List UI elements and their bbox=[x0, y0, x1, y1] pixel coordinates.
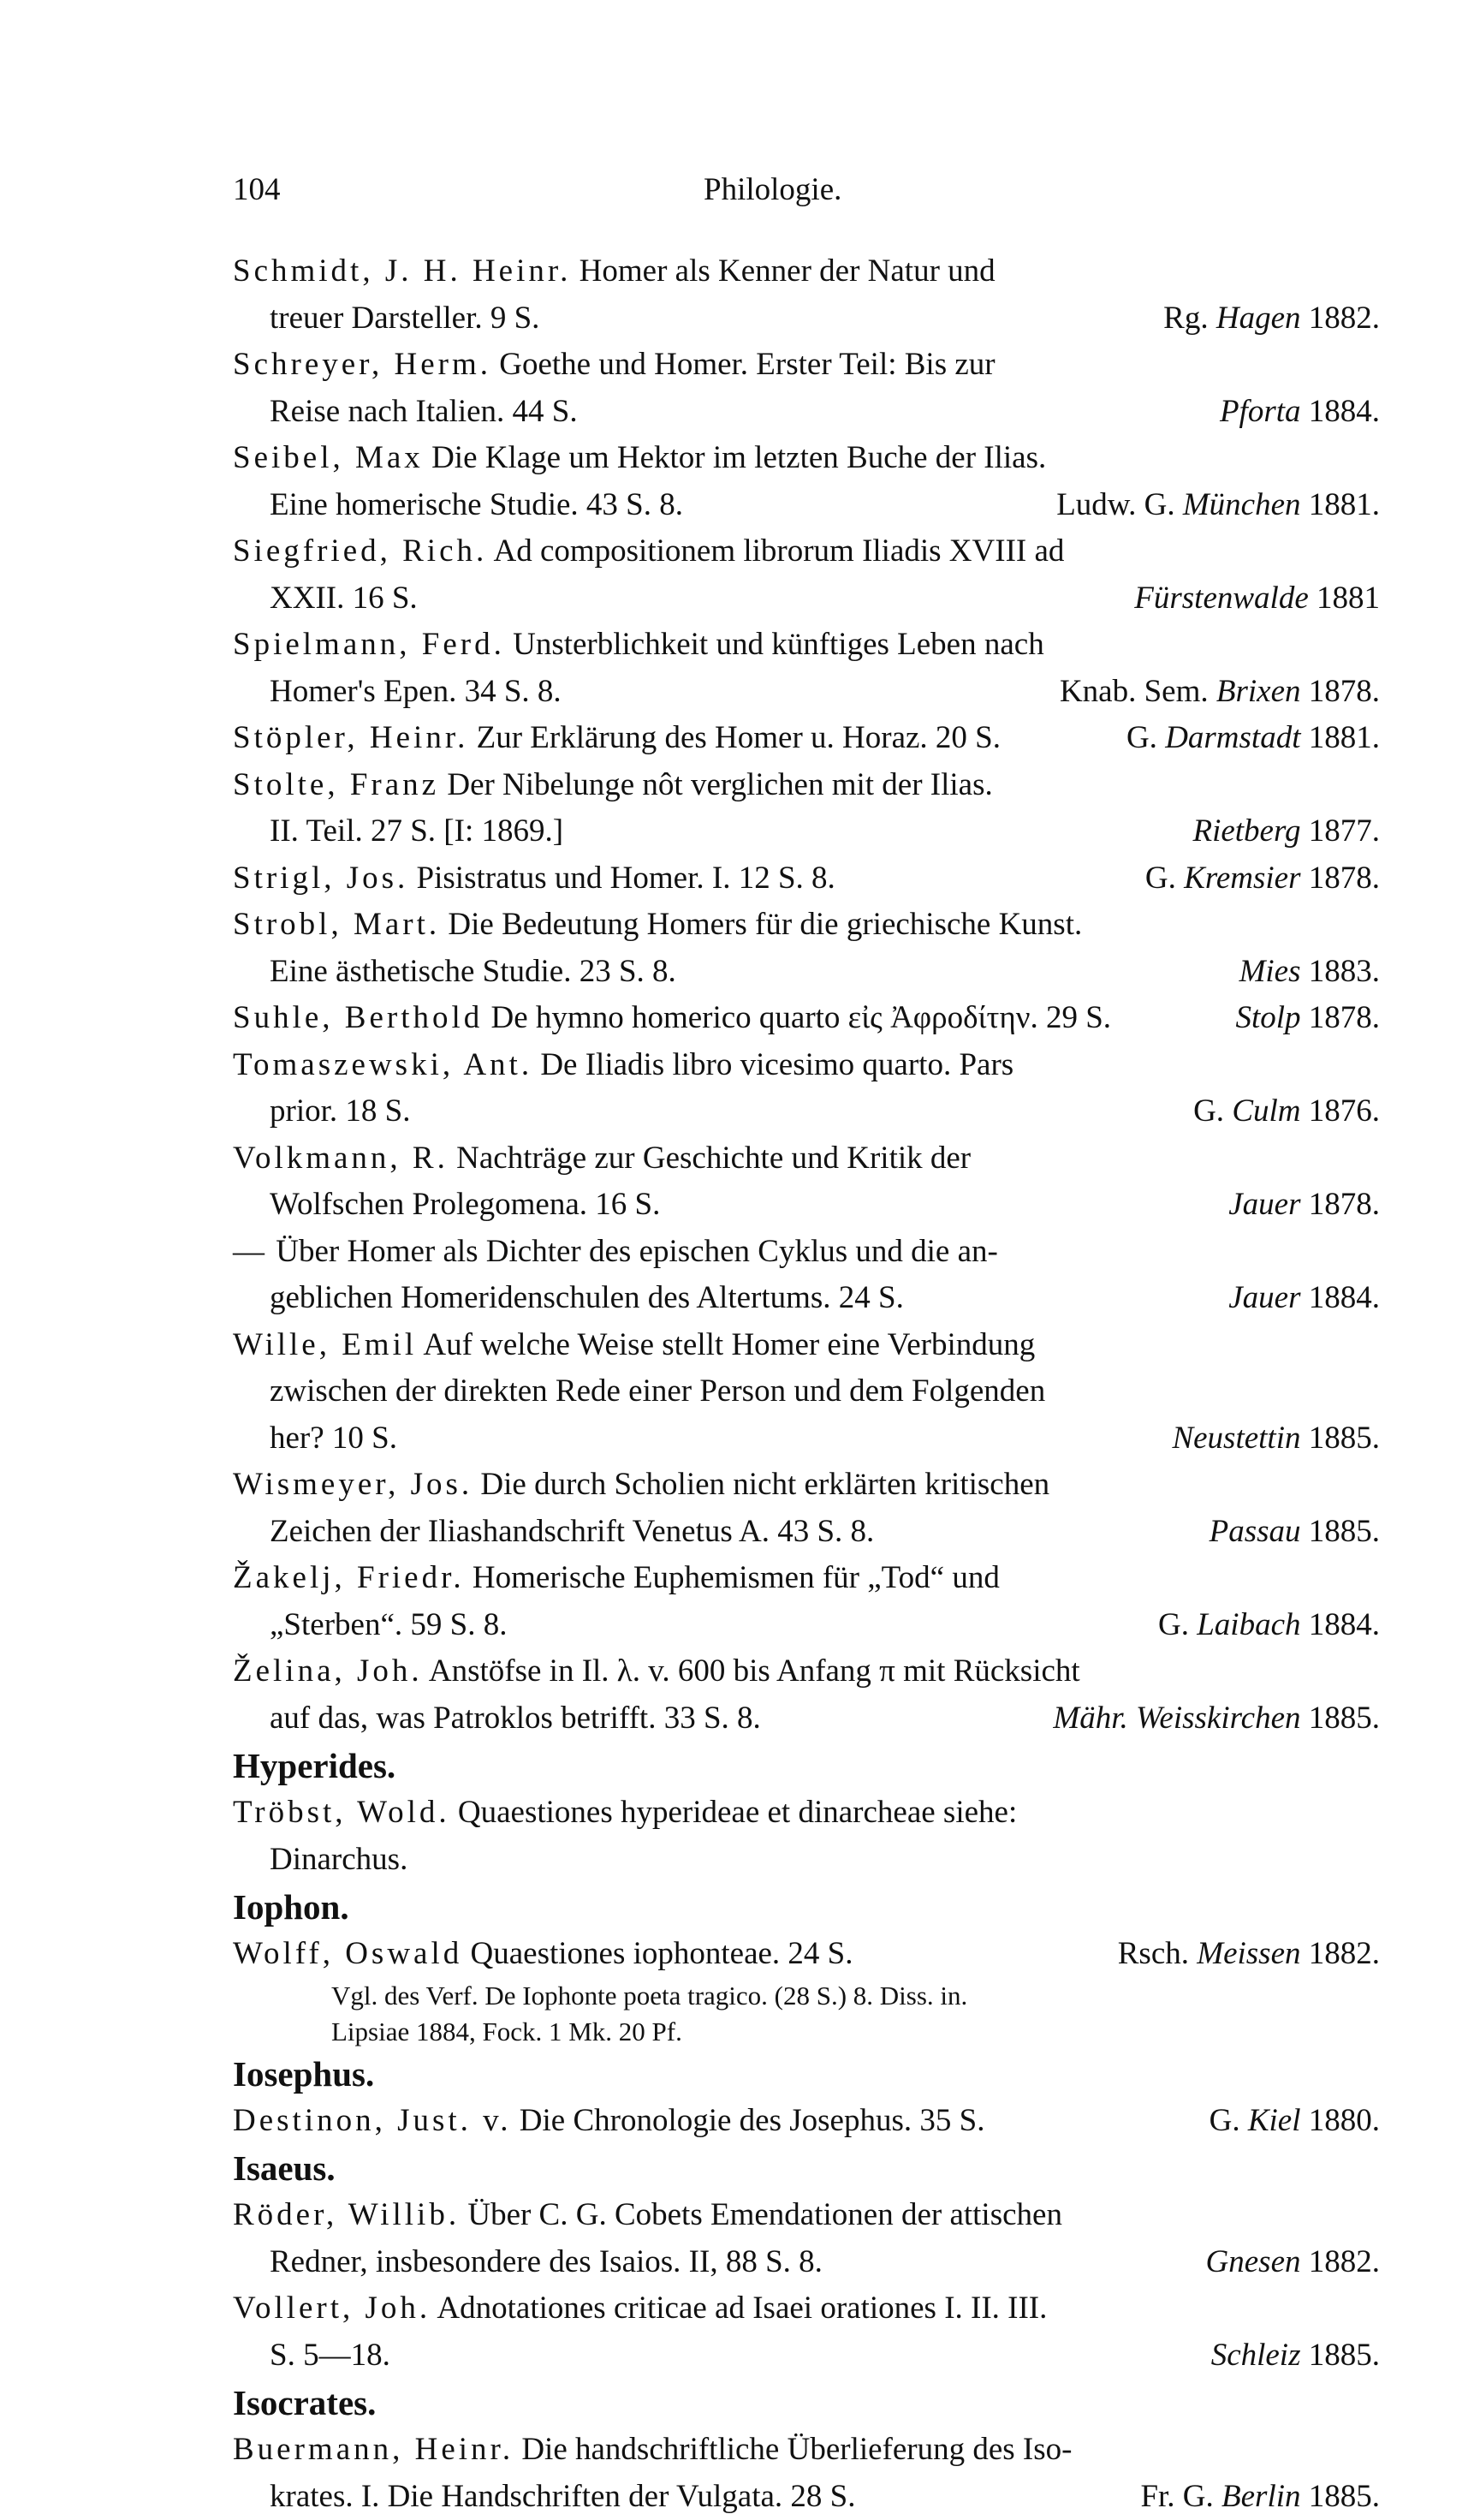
entry-author: Strobl, Mart. bbox=[233, 907, 440, 942]
bib-entry bbox=[233, 528, 1380, 622]
entry-author: Wille, Emil bbox=[233, 1327, 417, 1362]
entry-text: Die durch Scholien nicht erklärten kritischen bbox=[480, 1467, 1049, 1502]
bib-entry bbox=[233, 855, 1380, 903]
entry-place: Mies bbox=[1239, 954, 1301, 989]
entry-text: De Iliadis libro vicesimo quarto. Pars bbox=[540, 1047, 1013, 1082]
entry-text: auf das, was Patroklos betrifft. 33 S. 8. bbox=[270, 1701, 761, 1736]
entry-publication bbox=[1158, 1602, 1380, 1649]
entry-publication bbox=[1140, 2474, 1380, 2520]
entry-publication bbox=[1126, 715, 1380, 762]
entry-place: Neustettin bbox=[1172, 1421, 1300, 1456]
bib-entry bbox=[233, 1229, 1380, 1322]
entry-text: Über C. G. Cobets Emendationen der attischen bbox=[467, 2197, 1062, 2232]
entry-text: Homerische Euphemismen für „Tod“ und bbox=[473, 1560, 1000, 1595]
entry-line bbox=[233, 1602, 1380, 1649]
entry-year: 1885. bbox=[1309, 1514, 1380, 1549]
entry-place: Kiel bbox=[1248, 2103, 1301, 2138]
bib-entry bbox=[233, 342, 1380, 435]
entry-year: 1881. bbox=[1309, 720, 1380, 755]
bib-entry bbox=[233, 715, 1380, 762]
bib-entry bbox=[233, 1135, 1380, 1229]
entry-line bbox=[233, 902, 1380, 949]
section-heading: Iosephus. bbox=[233, 2050, 1380, 2098]
entry-place: Culm bbox=[1232, 1093, 1300, 1129]
entry-year: 1878. bbox=[1309, 861, 1380, 896]
section-heading: Isocrates. bbox=[233, 2379, 1380, 2427]
entry-place: Fürstenwalde bbox=[1134, 581, 1308, 616]
entry-author: Schreyer, Herm. bbox=[233, 347, 491, 382]
entry-line bbox=[233, 1135, 1380, 1183]
entry-place: Meissen bbox=[1197, 1936, 1300, 1971]
entry-text: Quaestiones iophonteae. 24 S. bbox=[471, 1936, 853, 1971]
entry-publication bbox=[1145, 855, 1380, 903]
entry-year: 1885. bbox=[1309, 1701, 1380, 1736]
entry-text: Homer's Epen. 34 S. 8. bbox=[270, 674, 562, 709]
entry-author: Spielmann, Ferd. bbox=[233, 627, 505, 662]
entry-line bbox=[233, 2427, 1380, 2474]
entry-publication bbox=[1192, 808, 1380, 855]
entry-text: Eine ästhetische Studie. 23 S. 8. bbox=[270, 954, 676, 989]
entry-publication bbox=[1235, 995, 1380, 1042]
entry-text: Nachträge zur Geschichte und Kritik der bbox=[456, 1141, 971, 1176]
page-title: Philologie. bbox=[704, 171, 841, 208]
entry-year: 1881 bbox=[1317, 581, 1380, 616]
bib-entry bbox=[233, 1931, 1380, 1978]
entry-year: 1882. bbox=[1309, 301, 1380, 336]
entry-year: 1882. bbox=[1309, 2244, 1380, 2279]
entry-author: Röder, Willib. bbox=[233, 2197, 460, 2232]
page-number: 104 bbox=[233, 171, 281, 208]
entry-text: Reise nach Italien. 44 S. bbox=[270, 394, 578, 429]
bib-entry bbox=[233, 622, 1380, 715]
entry-text: Eine homerische Studie. 43 S. 8. bbox=[270, 487, 683, 522]
entry-text: Zur Erklärung des Homer u. Horaz. 20 S. bbox=[477, 720, 1001, 755]
entry-text: „Sterben“. 59 S. 8. bbox=[270, 1607, 507, 1642]
entry-text: Die Chronologie des Josephus. 35 S. bbox=[520, 2103, 985, 2138]
bib-entry bbox=[233, 1790, 1380, 1883]
entry-text: Ad compositionem librorum Iliadis XVIII ad bbox=[493, 533, 1064, 569]
entry-publication bbox=[1211, 2332, 1380, 2380]
entry-school: G. bbox=[1158, 1607, 1189, 1642]
entry-text: Die Klage um Hektor im letzten Buche der Ilias. bbox=[431, 440, 1046, 475]
entry-line bbox=[233, 622, 1380, 669]
entry-text: Pisistratus und Homer. I. 12 S. 8. bbox=[417, 861, 835, 896]
entry-line bbox=[233, 762, 1380, 809]
entry-line bbox=[233, 2332, 1380, 2380]
entry-year: 1880. bbox=[1309, 2103, 1380, 2138]
entry-text: Zeichen der Iliashandschrift Venetus A. 43 S. 8. bbox=[270, 1514, 874, 1549]
entry-line bbox=[233, 1415, 1380, 1463]
entry-line bbox=[233, 575, 1380, 623]
entry-text: Auf welche Weise stellt Homer eine Verbindung bbox=[423, 1327, 1035, 1362]
entry-year: 1882. bbox=[1309, 1936, 1380, 1971]
bib-entry bbox=[233, 248, 1380, 342]
entry-year: 1877. bbox=[1309, 813, 1380, 849]
entry-line bbox=[233, 2474, 1380, 2520]
entry-publication bbox=[1228, 1275, 1380, 1322]
entry-line bbox=[233, 2239, 1380, 2286]
bib-entry bbox=[233, 2098, 1380, 2145]
bib-entry bbox=[233, 2427, 1380, 2520]
entry-author: Stöpler, Heinr. bbox=[233, 720, 468, 755]
entry-publication bbox=[1163, 295, 1380, 343]
entry-text: her? 10 S. bbox=[270, 1421, 397, 1456]
entry-author: Wismeyer, Jos. bbox=[233, 1467, 473, 1502]
entry-place: Gnesen bbox=[1206, 2244, 1301, 2279]
entry-place: Schleiz bbox=[1211, 2338, 1301, 2373]
entry-place: Hagen bbox=[1216, 301, 1301, 336]
entry-school: G. bbox=[1126, 720, 1157, 755]
entry-place: Pforta bbox=[1220, 394, 1301, 429]
entry-text: Quaestiones hyperideae et dinarcheae siehe: bbox=[458, 1795, 1017, 1830]
entry-school: G. bbox=[1145, 861, 1176, 896]
entry-author: Siegfried, Rich. bbox=[233, 533, 487, 569]
entry-line bbox=[233, 1931, 1380, 1978]
entry-place: Darmstadt bbox=[1165, 720, 1300, 755]
entry-author: — bbox=[233, 1234, 268, 1269]
entry-school: Fr. G. bbox=[1140, 2479, 1213, 2514]
entry-text: treuer Darsteller. 9 S. bbox=[270, 301, 539, 336]
entry-text: Adnotationes criticae ad Isaei orationes I. II. III. bbox=[437, 2291, 1047, 2326]
entry-author: Strigl, Jos. bbox=[233, 861, 408, 896]
entry-line bbox=[233, 2098, 1380, 2145]
entry-line bbox=[233, 808, 1380, 855]
entry-line bbox=[233, 1837, 1380, 1884]
entry-text: Unsterblichkeit und künftiges Leben nach bbox=[513, 627, 1044, 662]
bib-entry bbox=[233, 1555, 1380, 1648]
entry-text: XXII. 16 S. bbox=[270, 581, 418, 616]
entry-year: 1881. bbox=[1309, 487, 1380, 522]
entry-line bbox=[233, 1275, 1380, 1322]
entry-publication bbox=[1228, 1182, 1380, 1229]
bib-entry bbox=[233, 2192, 1380, 2285]
entry-school: Rsch. bbox=[1118, 1936, 1189, 1971]
entry-publication bbox=[1172, 1415, 1380, 1463]
entry-text: Der Nibelunge nôt verglichen mit der Ilias. bbox=[447, 767, 992, 802]
entry-publication bbox=[1056, 482, 1380, 529]
entry-text: krates. I. Die Handschriften der Vulgata. 28 S. bbox=[270, 2479, 855, 2514]
section-heading: Iophon. bbox=[233, 1883, 1380, 1931]
entry-line bbox=[233, 248, 1380, 295]
entry-line bbox=[233, 1182, 1380, 1229]
entry-author: Tröbst, Wold. bbox=[233, 1795, 450, 1830]
entry-publication bbox=[1210, 1509, 1380, 1556]
entry-place: München bbox=[1183, 487, 1301, 522]
entry-line bbox=[233, 389, 1380, 436]
entry-publication bbox=[1220, 389, 1380, 436]
entry-text: II. Teil. 27 S. [I: 1869.] bbox=[270, 813, 563, 849]
entry-line bbox=[233, 855, 1380, 903]
entry-school: G. bbox=[1193, 1093, 1224, 1129]
footnote-line: Vgl. des Verf. De Iophonte poeta tragico. (28 S.) 8. Diss. in. bbox=[233, 1978, 1380, 2014]
entry-year: 1878. bbox=[1309, 1000, 1380, 1035]
entry-publication bbox=[1118, 1931, 1380, 1978]
bib-entry bbox=[233, 1462, 1380, 1555]
entry-text: prior. 18 S. bbox=[270, 1093, 410, 1129]
entry-publication bbox=[1060, 669, 1380, 716]
page-header bbox=[233, 171, 1380, 214]
entry-text: Goethe und Homer. Erster Teil: Bis zur bbox=[499, 347, 995, 382]
entry-line bbox=[233, 342, 1380, 389]
entry-place: Jauer bbox=[1228, 1187, 1300, 1222]
entry-author: Želina, Joh. bbox=[233, 1653, 423, 1689]
entry-author: Wolff, Oswald bbox=[233, 1936, 462, 1971]
entry-school: Knab. Sem. bbox=[1060, 674, 1209, 709]
entry-author: Tomaszewski, Ant. bbox=[233, 1047, 532, 1082]
entry-text: zwischen der direkten Rede einer Person und dem Folgenden bbox=[270, 1373, 1045, 1409]
bib-entry bbox=[233, 1648, 1380, 1742]
entry-school: Ludw. G. bbox=[1056, 487, 1174, 522]
entry-text: Anstöfse in Il. λ. v. 600 bis Anfang π mit Rücksicht bbox=[429, 1653, 1080, 1689]
bib-entry bbox=[233, 435, 1380, 528]
entry-year: 1885. bbox=[1309, 1421, 1380, 1456]
entry-author: Vollert, Joh. bbox=[233, 2291, 431, 2326]
entry-author: Buermann, Heinr. bbox=[233, 2432, 514, 2467]
entry-line bbox=[233, 482, 1380, 529]
entry-author: Suhle, Berthold bbox=[233, 1000, 483, 1035]
entry-line bbox=[233, 1088, 1380, 1135]
entry-year: 1883. bbox=[1309, 954, 1380, 989]
entry-place: Rietberg bbox=[1192, 813, 1300, 849]
entry-line bbox=[233, 2285, 1380, 2332]
entry-text: S. 5—18. bbox=[270, 2338, 390, 2373]
entry-text: Über Homer als Dichter des epischen Cyklus und die an- bbox=[276, 1234, 998, 1269]
bibliography bbox=[233, 248, 1380, 2520]
entry-text: Homer als Kenner der Natur und bbox=[580, 253, 996, 289]
entry-school: G. bbox=[1210, 2103, 1240, 2138]
entry-line bbox=[233, 1790, 1380, 1837]
entry-year: 1884. bbox=[1309, 1280, 1380, 1315]
entry-author: Stolte, Franz bbox=[233, 767, 439, 802]
section-heading: Isaeus. bbox=[233, 2144, 1380, 2192]
entry-year: 1885. bbox=[1309, 2479, 1380, 2514]
entry-text: Dinarchus. bbox=[270, 1842, 407, 1877]
footnote-line: Lipsiae 1884, Fock. 1 Mk. 20 Pf. bbox=[233, 2014, 1380, 2050]
entry-publication bbox=[1193, 1088, 1380, 1135]
entry-line bbox=[233, 949, 1380, 996]
entry-line bbox=[233, 1509, 1380, 1556]
entry-line bbox=[233, 1042, 1380, 1089]
entry-text: Redner, insbesondere des Isaios. II, 88 S. 8. bbox=[270, 2244, 823, 2279]
entry-line bbox=[233, 1555, 1380, 1602]
entry-year: 1876. bbox=[1309, 1093, 1380, 1129]
entry-place: Mähr. Weisskirchen bbox=[1053, 1701, 1300, 1736]
entry-line bbox=[233, 435, 1380, 482]
entry-line bbox=[233, 1462, 1380, 1509]
entry-line bbox=[233, 669, 1380, 716]
bib-entry bbox=[233, 902, 1380, 995]
entry-line bbox=[233, 1322, 1380, 1369]
entry-text: Die Bedeutung Homers für die griechische Kunst. bbox=[448, 907, 1082, 942]
section-heading: Hyperides. bbox=[233, 1742, 1380, 1790]
entry-line bbox=[233, 1229, 1380, 1276]
entry-year: 1884. bbox=[1309, 394, 1380, 429]
entry-line bbox=[233, 715, 1380, 762]
entry-line bbox=[233, 1648, 1380, 1695]
entry-place: Jauer bbox=[1228, 1280, 1300, 1315]
entry-place: Kremsier bbox=[1184, 861, 1300, 896]
entry-author: Žakelj, Friedr. bbox=[233, 1560, 465, 1595]
entry-publication bbox=[1206, 2239, 1380, 2286]
entry-year: 1878. bbox=[1309, 674, 1380, 709]
entry-text: Wolfschen Prolegomena. 16 S. bbox=[270, 1187, 660, 1222]
entry-publication bbox=[1239, 949, 1380, 996]
entry-author: Schmidt, J. H. Heinr. bbox=[233, 253, 571, 289]
bib-entry bbox=[233, 1322, 1380, 1463]
entry-author: Seibel, Max bbox=[233, 440, 424, 475]
entry-publication bbox=[1134, 575, 1380, 623]
entry-year: 1884. bbox=[1309, 1607, 1380, 1642]
bib-entry bbox=[233, 995, 1380, 1042]
entry-line bbox=[233, 995, 1380, 1042]
entry-publication bbox=[1053, 1695, 1380, 1743]
entry-text: geblichen Homeridenschulen des Altertums. 24 S. bbox=[270, 1280, 904, 1315]
entry-place: Berlin bbox=[1221, 2479, 1300, 2514]
entry-line bbox=[233, 1695, 1380, 1743]
entry-year: 1885. bbox=[1309, 2338, 1380, 2373]
entry-publication bbox=[1210, 2098, 1380, 2145]
entry-line bbox=[233, 1368, 1380, 1415]
entry-place: Brixen bbox=[1216, 674, 1301, 709]
bib-entry bbox=[233, 1042, 1380, 1135]
entry-place: Laibach bbox=[1197, 1607, 1300, 1642]
entry-text: De hymno homerico quarto εἰς Ἀφροδίτην. 29 S. bbox=[491, 1000, 1112, 1035]
bib-entry bbox=[233, 762, 1380, 855]
entry-author: Volkmann, R. bbox=[233, 1141, 449, 1176]
entry-school: Rg. bbox=[1163, 301, 1208, 336]
entry-place: Stolp bbox=[1235, 1000, 1300, 1035]
entry-line bbox=[233, 2192, 1380, 2239]
entry-line bbox=[233, 528, 1380, 575]
entry-place: Passau bbox=[1210, 1514, 1301, 1549]
bib-entry bbox=[233, 2285, 1380, 2379]
entry-line bbox=[233, 295, 1380, 343]
entry-text: Die handschriftliche Überlieferung des Iso- bbox=[521, 2432, 1072, 2467]
entry-year: 1878. bbox=[1309, 1187, 1380, 1222]
entry-author: Destinon, Just. v. bbox=[233, 2103, 512, 2138]
